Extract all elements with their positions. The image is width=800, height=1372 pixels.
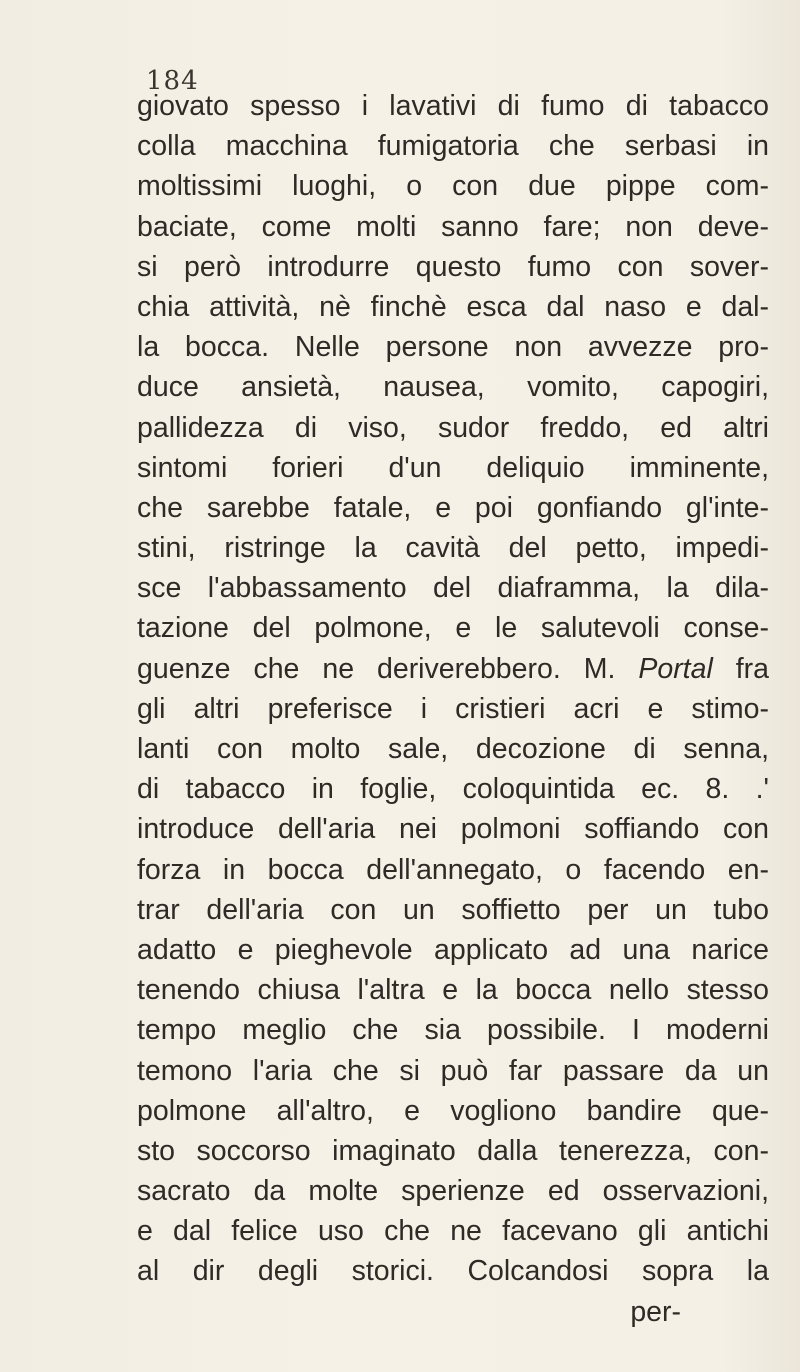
text-line: si però introdurre questo fumo con sover- (137, 250, 769, 283)
text-line: chia attività, nè finchè esca dal naso e dal- (137, 290, 769, 323)
text-line: trar dell'aria con un soffietto per un tubo (137, 893, 769, 926)
text-line: temono l'aria che si può far passare da un (137, 1054, 769, 1087)
text-line: tenendo chiusa l'altra e la bocca nello stesso (137, 974, 769, 1007)
catchword: per- (630, 1295, 681, 1328)
text-line: e dal felice uso che ne facevano gli antichi (137, 1215, 769, 1248)
text-line: giovato spesso i lavativi di fumo di tabacco (137, 90, 769, 122)
author-name-portal: Portal (638, 652, 713, 685)
text-line: tempo meglio che sia possibile. I moderni (137, 1014, 769, 1047)
text-line: adatto e pieghevole applicato ad una narice (137, 933, 769, 966)
text-line: moltissimi luoghi, o con due pippe com- (137, 170, 769, 203)
text-line: duce ansietà, nausea, vomito, capogiri, (137, 371, 769, 404)
text-line: baciate, come molti sanno fare; non deve- (137, 210, 769, 243)
line-tail: fra (735, 652, 769, 685)
text-line: forza in bocca dell'annegato, o facendo en- (137, 853, 769, 886)
text-line: di tabacco in foglie, coloquintida ec. 8. .' (137, 773, 769, 806)
text-line: gli altri preferisce i cristieri acri e stimo- (137, 692, 769, 725)
page-number: 184 (146, 66, 199, 96)
text-line: al dir degli storici. Colcandosi sopra la (137, 1255, 769, 1288)
text-line: introduce dell'aria nei polmoni soffiando con (137, 813, 769, 846)
text-line: sto soccorso imaginato dalla tenerezza, con- (137, 1134, 769, 1167)
text-line: stini, ristringe la cavità del petto, impedi- (137, 532, 769, 565)
body-text (137, 86, 769, 1332)
text-line: che sarebbe fatale, e poi gonfiando gl'inte- (137, 491, 769, 524)
text-line: sacrato da molte sperienze ed osservazioni, (137, 1175, 769, 1208)
line-lead: guenze che ne deriverebbero. M. (137, 652, 616, 685)
text-line: polmone all'altro, e vogliono bandire que- (137, 1094, 769, 1127)
text-line: sce l'abbassamento del diaframma, la dila- (137, 572, 769, 605)
text-line: lanti con molto sale, decozione di senna, (137, 733, 769, 765)
text-line: colla macchina fumigatoria che serbasi in (137, 130, 769, 163)
text-line-with-author (137, 649, 769, 689)
text-line: sintomi forieri d'un deliquio imminente, (137, 451, 769, 484)
text-line: la bocca. Nelle persone non avvezze pro- (137, 331, 769, 364)
text-line: pallidezza di viso, sudor freddo, ed altri (137, 411, 769, 444)
text-line: tazione del polmone, e le salutevoli conse- (137, 612, 769, 645)
